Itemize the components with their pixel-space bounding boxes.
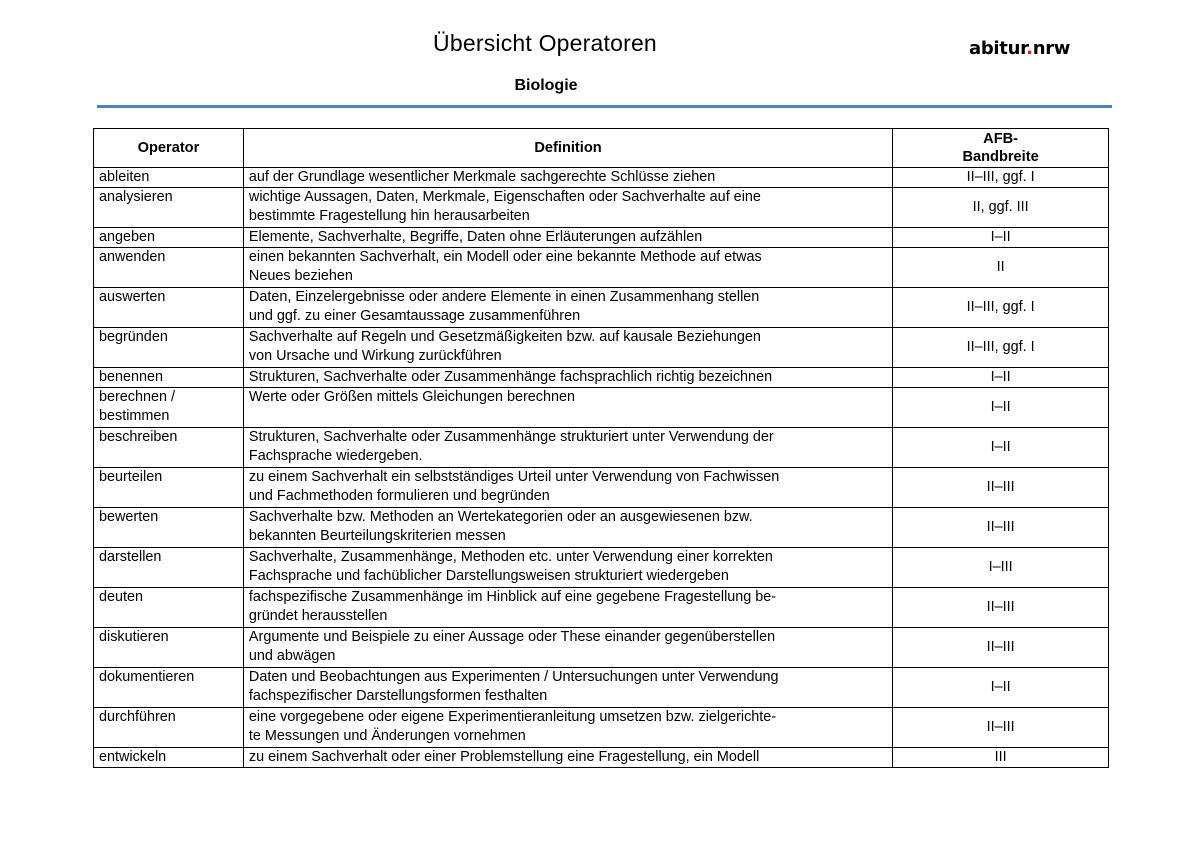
table-row (94, 228, 1109, 248)
afb-cell: I–II (893, 668, 1109, 708)
operator-cell: deuten (94, 588, 244, 628)
afb-cell: II–III, ggf. I (893, 288, 1109, 328)
table-row (94, 668, 1109, 708)
header-divider (97, 105, 1112, 108)
table-row (94, 468, 1109, 508)
logo-prefix: abitur (969, 38, 1027, 59)
afb-cell: II–III (893, 628, 1109, 668)
afb-cell: II–III (893, 588, 1109, 628)
table-row (94, 248, 1109, 288)
table-row (94, 288, 1109, 328)
operator-cell: analysieren (94, 188, 244, 228)
table-row (94, 388, 1109, 428)
definition-cell: Strukturen, Sachverhalte oder Zusammenhänge strukturiert unter Verwendung der Fachsprache wiedergeben. (243, 428, 892, 468)
page-title: Übersicht Operatoren (433, 30, 657, 56)
table-row (94, 188, 1109, 228)
afb-cell: II (893, 248, 1109, 288)
logo-suffix: nrw (1032, 38, 1071, 59)
table-row (94, 508, 1109, 548)
abitur-nrw-logo (969, 38, 1070, 59)
definition-cell: fachspezifische Zusammenhänge im Hinblick auf eine gegebene Fragestellung be- gründet herausstellen (243, 588, 892, 628)
table-header (94, 129, 1109, 168)
definition-cell: zu einem Sachverhalt oder einer Problemstellung eine Fragestellung, ein Modell (243, 748, 892, 768)
definition-cell: Daten, Einzelergebnisse oder andere Elemente in einen Zusammenhang stellen und ggf. zu einer Gesamtaussage zusammenführen (243, 288, 892, 328)
afb-cell: I–II (893, 228, 1109, 248)
table-row (94, 708, 1109, 748)
definition-cell: Strukturen, Sachverhalte oder Zusammenhänge fachsprachlich richtig bezeichnen (243, 368, 892, 388)
page-subtitle: Biologie (514, 77, 578, 94)
definition-cell: einen bekannten Sachverhalt, ein Modell oder eine bekannte Methode auf etwas Neues beziehen (243, 248, 892, 288)
table-body (94, 168, 1109, 768)
operator-cell: angeben (94, 228, 244, 248)
operator-cell: ableiten (94, 168, 244, 188)
operator-cell: diskutieren (94, 628, 244, 668)
definition-cell: Sachverhalte, Zusammenhänge, Methoden etc. unter Verwendung einer korrekten Fachsprache und fachüblicher Darstellungsweisen strukturiert wiedergeben (243, 548, 892, 588)
operator-cell: anwenden (94, 248, 244, 288)
table-row (94, 548, 1109, 588)
afb-cell: I–III (893, 548, 1109, 588)
afb-cell: II–III (893, 708, 1109, 748)
operator-cell: auswerten (94, 288, 244, 328)
operator-cell: durchführen (94, 708, 244, 748)
table-row (94, 168, 1109, 188)
operator-cell: benennen (94, 368, 244, 388)
afb-cell: II–III, ggf. I (893, 168, 1109, 188)
column-header-afb: AFB- Bandbreite (893, 129, 1109, 168)
operator-cell: entwickeln (94, 748, 244, 768)
afb-cell: II–III, ggf. I (893, 328, 1109, 368)
table-row (94, 628, 1109, 668)
definition-cell: Sachverhalte auf Regeln und Gesetzmäßigkeiten bzw. auf kausale Beziehungen von Ursache und Wirkung zurückführen (243, 328, 892, 368)
afb-cell: II–III (893, 508, 1109, 548)
table-header-row (94, 129, 1109, 168)
afb-cell: III (893, 748, 1109, 768)
definition-cell: auf der Grundlage wesentlicher Merkmale sachgerechte Schlüsse ziehen (243, 168, 892, 188)
operator-cell: beurteilen (94, 468, 244, 508)
table-row (94, 328, 1109, 368)
afb-cell: II–III (893, 468, 1109, 508)
operator-cell: bewerten (94, 508, 244, 548)
operator-cell: dokumentieren (94, 668, 244, 708)
operator-cell: darstellen (94, 548, 244, 588)
definition-cell: Argumente und Beispiele zu einer Aussage oder These einander gegenüberstellen und abwägen (243, 628, 892, 668)
definition-cell: zu einem Sachverhalt ein selbstständiges Urteil unter Verwendung von Fachwissen und Fachmethoden formulieren und begründen (243, 468, 892, 508)
table-row (94, 368, 1109, 388)
definition-cell: eine vorgegebene oder eigene Experimentieranleitung umsetzen bzw. zielgerichte- te Messungen und Änderungen vornehmen (243, 708, 892, 748)
definition-cell: Elemente, Sachverhalte, Begriffe, Daten ohne Erläuterungen aufzählen (243, 228, 892, 248)
definition-cell: Werte oder Größen mittels Gleichungen berechnen (243, 388, 892, 428)
column-header-definition: Definition (243, 129, 892, 168)
operator-cell: berechnen / bestimmen (94, 388, 244, 428)
afb-cell: I–II (893, 368, 1109, 388)
logo-dot: . (1026, 38, 1033, 59)
afb-cell: II, ggf. III (893, 188, 1109, 228)
operator-cell: beschreiben (94, 428, 244, 468)
definition-cell: wichtige Aussagen, Daten, Merkmale, Eigenschaften oder Sachverhalte auf eine bestimmte Fragestellung hin herausarbeiten (243, 188, 892, 228)
table-row (94, 428, 1109, 468)
table-row (94, 588, 1109, 628)
table-row (94, 748, 1109, 768)
column-header-operator: Operator (94, 129, 244, 168)
definition-cell: Daten und Beobachtungen aus Experimenten / Untersuchungen unter Verwendung fachspezifischer Darstellungsformen festhalten (243, 668, 892, 708)
afb-cell: I–II (893, 428, 1109, 468)
operators-table (93, 128, 1109, 768)
afb-cell: I–II (893, 388, 1109, 428)
definition-cell: Sachverhalte bzw. Methoden an Wertekategorien oder an ausgewiesenen bzw. bekannten Beurteilungskriterien messen (243, 508, 892, 548)
operator-cell: begründen (94, 328, 244, 368)
